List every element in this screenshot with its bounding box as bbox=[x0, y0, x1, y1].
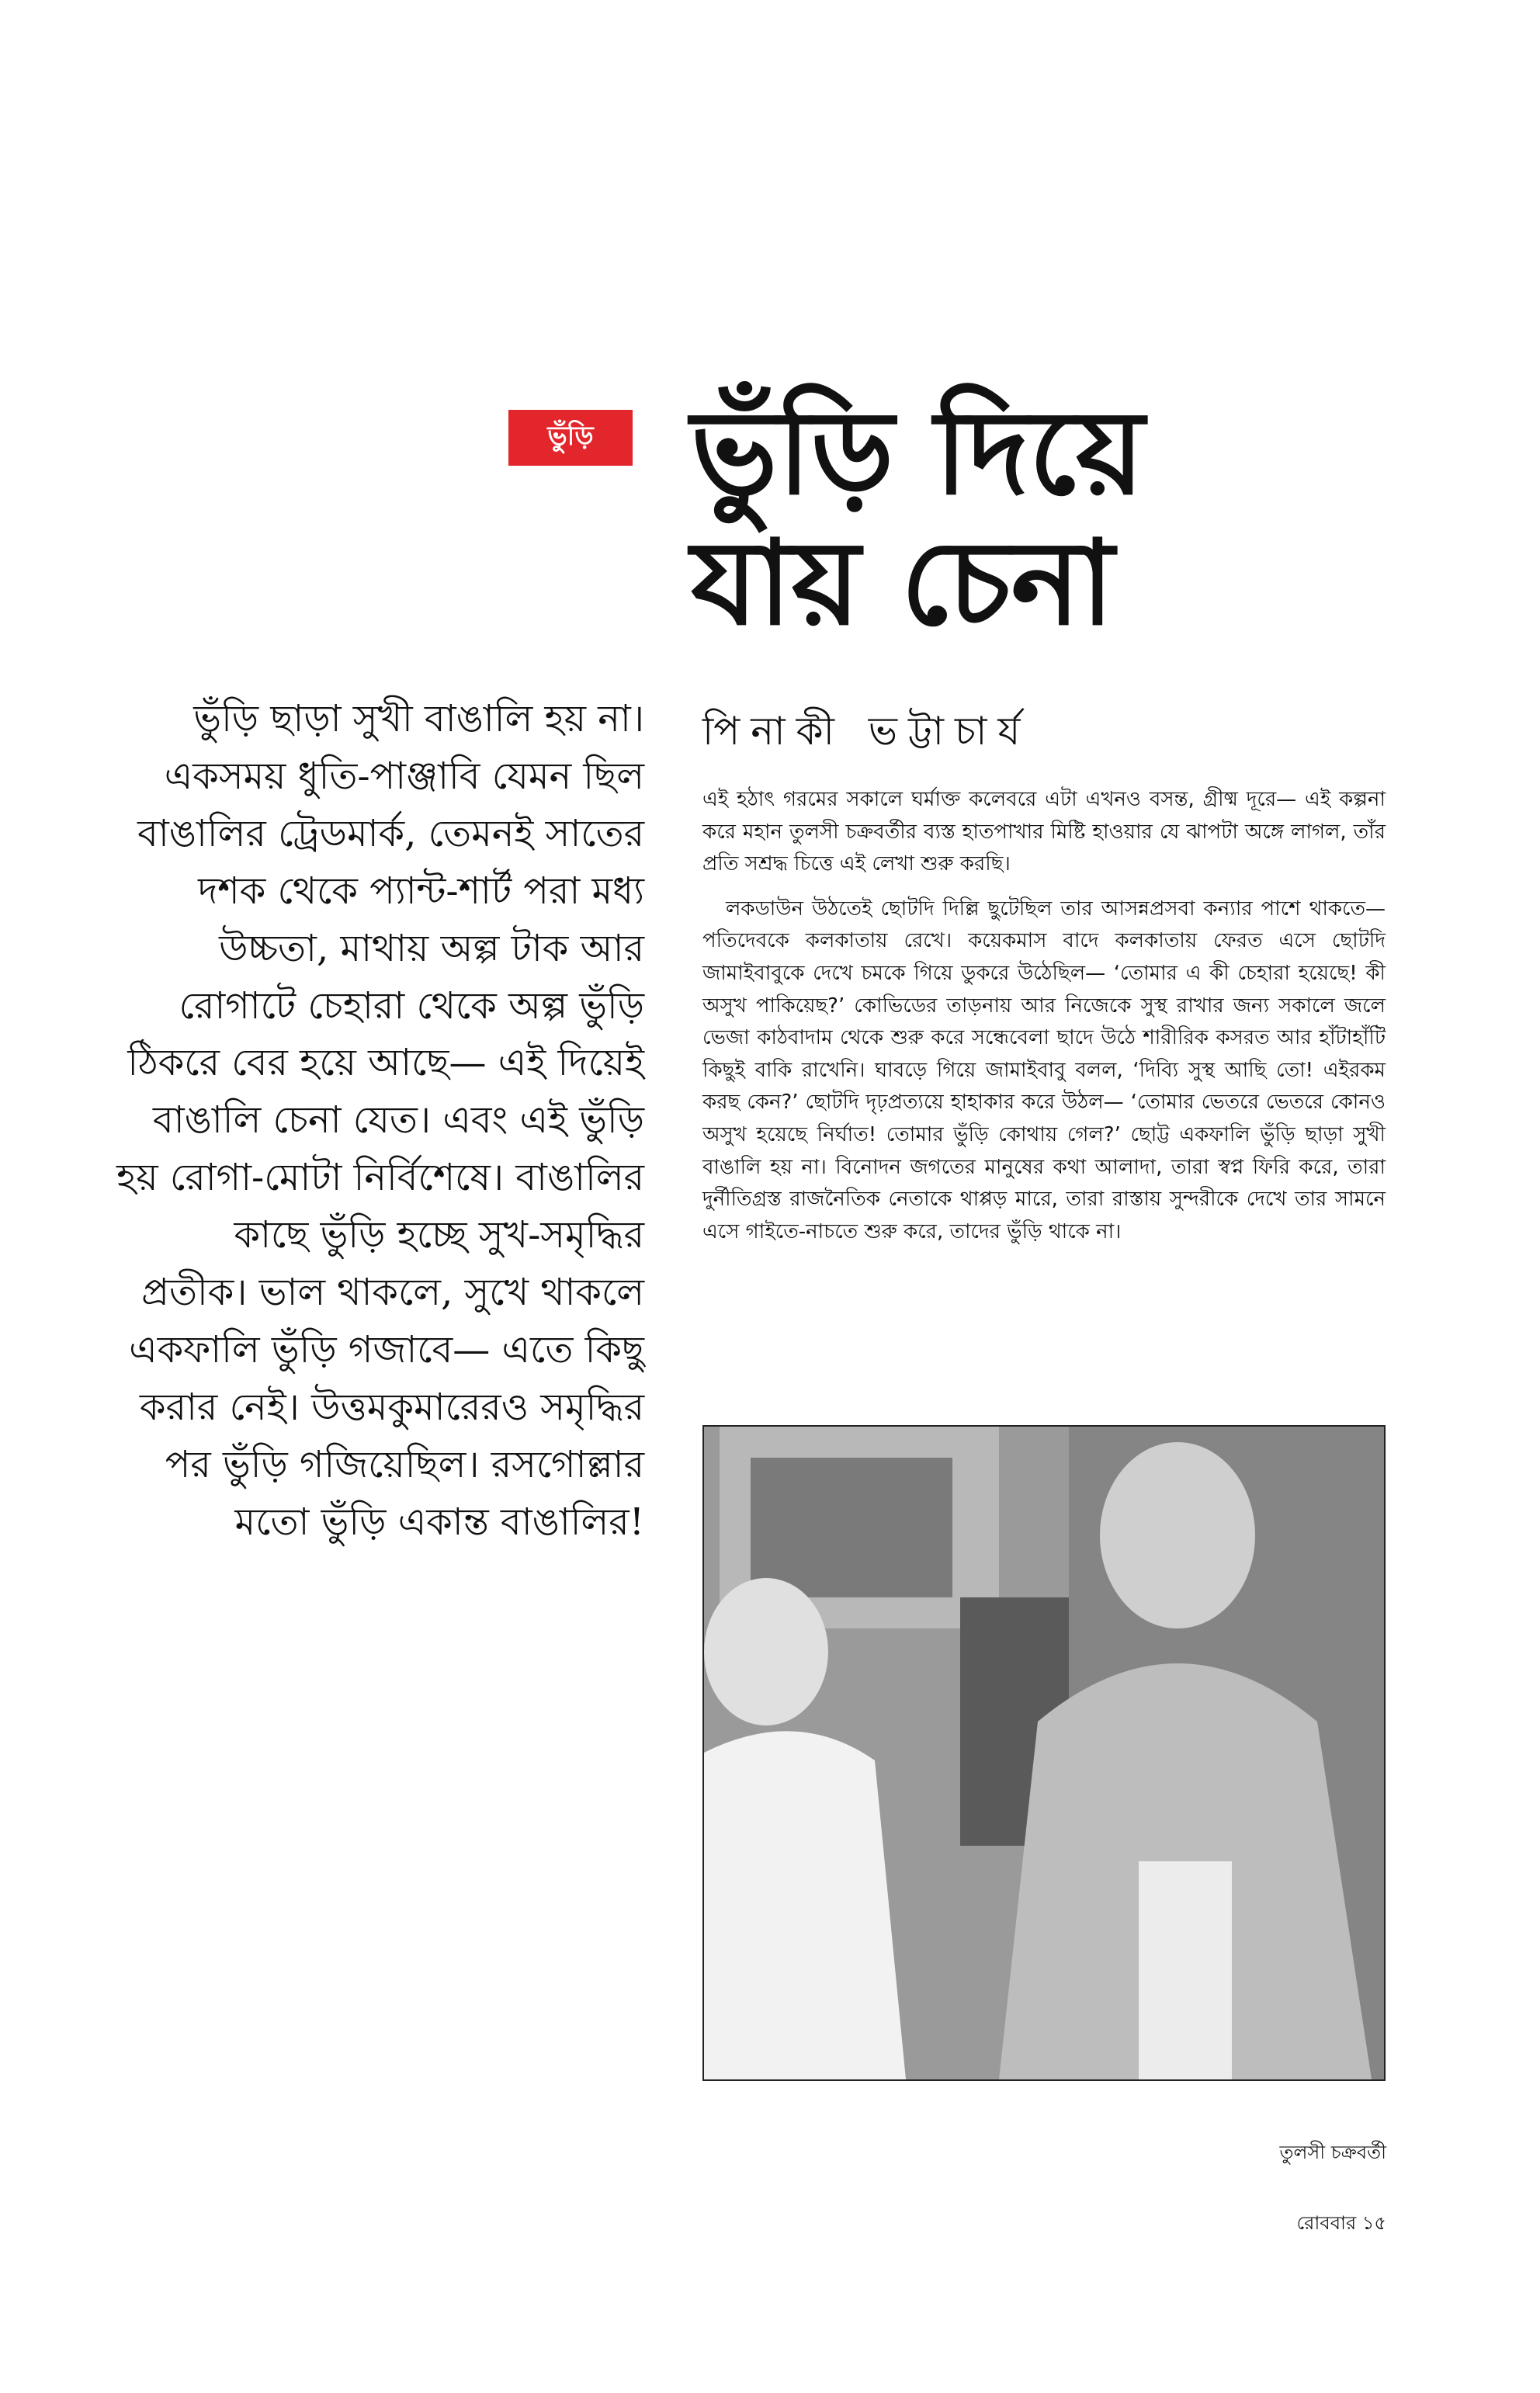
photo-illustration bbox=[704, 1427, 1384, 2079]
article-body bbox=[702, 784, 1386, 1261]
headline-line-1: ভুঁড়ি দিয়ে bbox=[691, 386, 1145, 521]
photo-caption: তুলসী চক্রবর্তী bbox=[1279, 2142, 1386, 2163]
section-tag: ভুঁড়ি bbox=[508, 410, 633, 466]
page-folio: রোববার ১৫ bbox=[1296, 2212, 1386, 2234]
pullquote: ভুঁড়ি ছাড়া সুখী বাঙালি হয় না। একসময় ধুতি-পাঞ্জাবি যেমন ছিল বাঙালির ট্রেডমার্ক, তেমনই সাতের দশক থেকে প্যান্ট-শার্ট পরা মধ্য উচ্চতা, মাথায় অল্প টাক আর রোগাটে চেহারা থেকে অল্প ভুঁড়ি ঠিকরে বের হয়ে আছে— এই দিয়েই বাঙালি চেনা যেত। এবং এই ভুঁড়ি হয় রোগা-মোটা নির্বিশেষে। বাঙালির কাছে ভুঁড়ি হচ্ছে সুখ-সমৃদ্ধির প্রতীক। ভাল থাকলে, সুখে থাকলে একফালি ভুঁড়ি গজাবে— এতে কিছু করার নেই। উত্তমকুমারেরও সমৃদ্ধির পর ভুঁড়ি গজিয়েছিল। রসগোল্লার মতো ভুঁড়ি একান্ত বাঙালির! bbox=[116, 697, 644, 1544]
byline: পিনাকী ভট্টাচার্য bbox=[702, 709, 1032, 754]
article-photo bbox=[702, 1425, 1386, 2081]
headline-line-2: যায় চেনা bbox=[691, 516, 1115, 651]
body-paragraph-2: লকডাউন উঠতেই ছোটদি দিল্লি ছুটেছিল তার আসন্নপ্রসবা কন্যার পাশে থাকতে— পতিদেবকে কলকাতায় রেখে। কয়েকমাস বাদে কলকাতায় ফেরত এসে ছোটদি জামাইবাবুকে দেখে চমকে গিয়ে ডুকরে উঠেছিল— ‘তোমার এ কী চেহারা হয়েছে! কী অসুখ পাকিয়েছ?’ কোভিডের তাড়নায় আর নিজেকে সুস্থ রাখার জন্য সকালে জলে ভেজা কাঠবাদাম থেকে শুরু করে সন্ধেবেলা ছাদে উঠে শারীরিক কসরত আর হাঁটাহাঁটি কিছুই বাকি রাখেনি। ঘাবড়ে গিয়ে জামাইবাবু বলল, ‘দিব্যি সুস্থ আছি তো! এইরকম করছ কেন?’ ছোটদি দৃঢ়প্রত্যয়ে হাহাকার করে উঠল— ‘তোমার ভেতরে ভেতরে কোনও অসুখ হয়েছে নির্ঘাত! তোমার ভুঁড়ি কোথায় গেল?’ ছোট্ট একফালি ভুঁড়ি ছাড়া সুখী বাঙালি হয় না। বিনোদন জগতের মানুষের কথা আলাদা, তারা স্বপ্ন ফিরি করে, তারা দুর্নীতিগ্রস্ত রাজনৈতিক নেতাকে থাপ্পড় মারে, তারা রাস্তায় সুন্দরীকে দেখে তার সামনে এসে গাইতে-নাচতে শুরু করে, তাদের ভুঁড়ি থাকে না। bbox=[702, 897, 1386, 1243]
body-paragraph-1: এই হঠাৎ গরমের সকালে ঘর্মাক্ত কলেবরে এটা এখনও বসন্ত, গ্রীষ্ম দূরে— এই কল্পনা করে মহান তুলসী চক্রবর্তীর ব্যস্ত হাতপাখার মিষ্টি হাওয়ার যে ঝাপটা অঙ্গে লাগল, তাঁর প্রতি সশ্রদ্ধ চিত্তে এই লেখা শুরু করছি। bbox=[702, 788, 1386, 876]
headline bbox=[691, 388, 1467, 649]
